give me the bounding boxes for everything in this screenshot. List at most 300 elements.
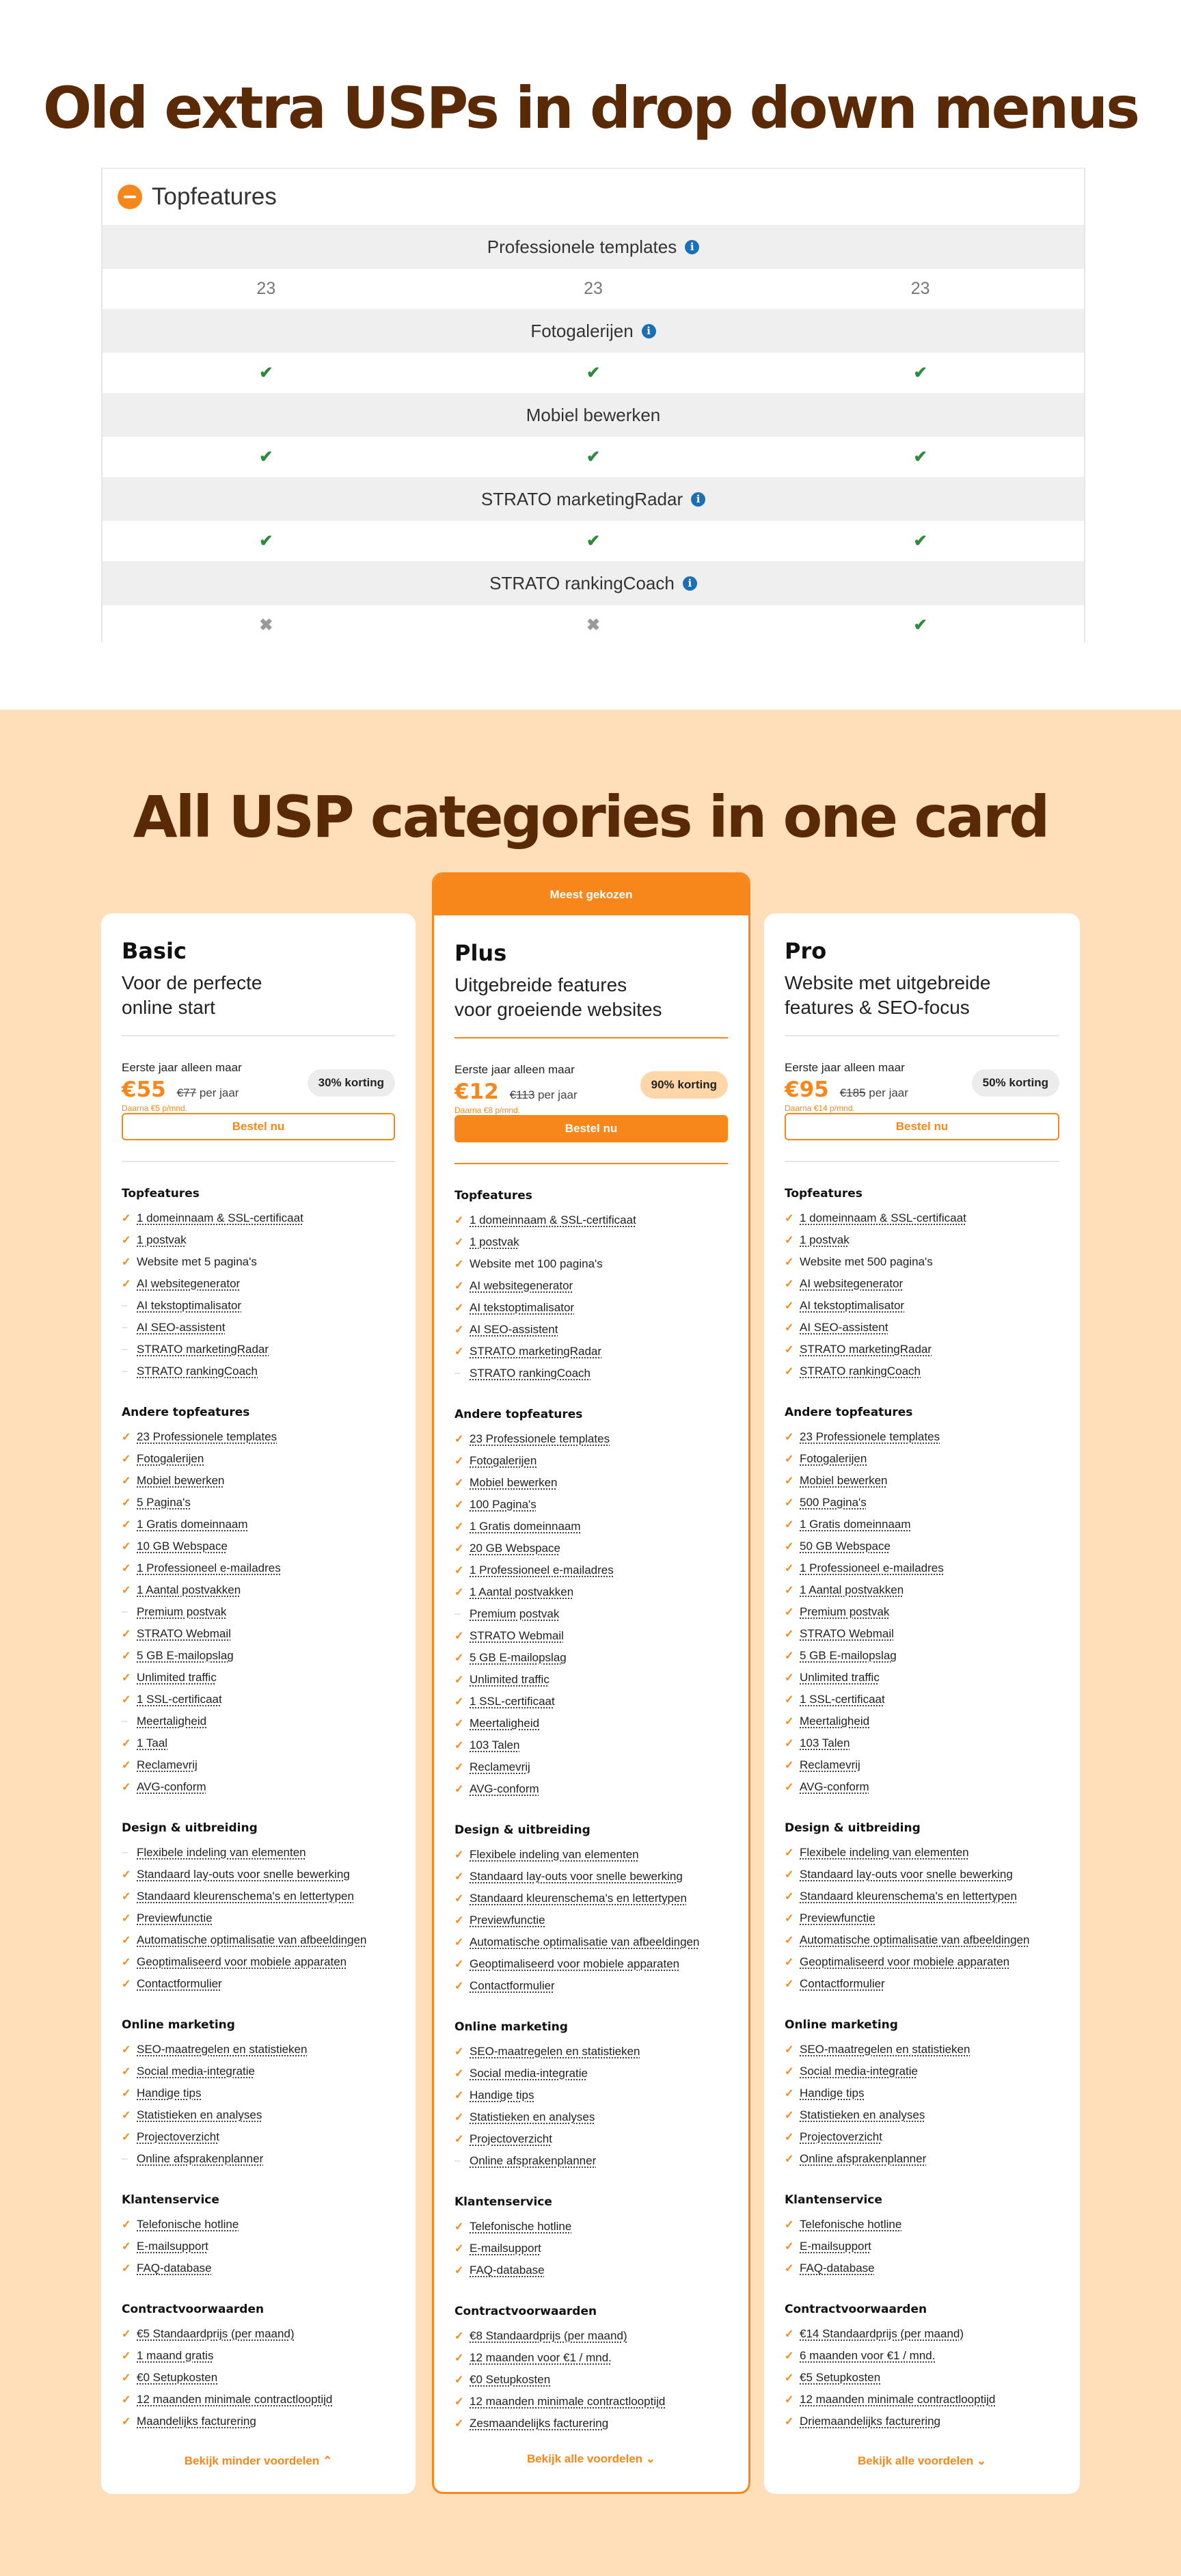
feature-item[interactable] [122, 2411, 395, 2432]
info-icon[interactable]: i [683, 576, 697, 591]
feature-item[interactable] [785, 1557, 1059, 1579]
dash-icon: – [122, 1606, 128, 1618]
feature-section-title: Topfeatures [454, 1189, 532, 1203]
feature-cell [757, 269, 1084, 309]
dash-icon: – [122, 1300, 128, 1311]
feature-label: Automatische optimalisatie van afbeeldingen [470, 1935, 700, 1948]
plan-subtitle [454, 973, 728, 1028]
feature-label: Automatische optimalisatie van afbeeldingen [137, 1933, 367, 1946]
feature-label: Online afsprakenplanner [470, 2154, 597, 2167]
toggle-benefits-link[interactable] [101, 2454, 416, 2468]
most-chosen-banner: Meest gekozen [434, 874, 748, 915]
toggle-benefits-link[interactable] [764, 2454, 1080, 2468]
table-title: Topfeatures [152, 183, 277, 210]
feature-name: Professionele templates [487, 236, 677, 257]
feature-item[interactable] [122, 1864, 395, 1886]
feature-item[interactable] [454, 1669, 728, 1691]
feature-item[interactable] [785, 2214, 1059, 2236]
feature-item[interactable] [454, 2325, 728, 2347]
feature-item[interactable] [122, 2345, 395, 2367]
price-old-suffix: per jaar [196, 1086, 239, 1099]
check-icon: ✓ [454, 1434, 464, 1445]
order-button[interactable]: Bestel nu [785, 1113, 1059, 1140]
check-icon: ✓ [454, 2243, 464, 2255]
feature-section-title: Andere topfeatures [454, 1408, 583, 1421]
price-intro: Eerste jaar alleen maar [454, 1063, 575, 1076]
card-content [764, 938, 1080, 2432]
feature-item[interactable] [122, 1710, 395, 1732]
feature-item[interactable] [454, 1844, 728, 1866]
check-icon: ✓ [785, 1650, 794, 1662]
feature-item[interactable] [122, 1339, 395, 1360]
feature-item[interactable] [454, 1888, 728, 1909]
feature-label: Previewfunctie [137, 1911, 213, 1924]
feature-item[interactable] [785, 1360, 1059, 1382]
feature-label: Maandelijks facturering [137, 2415, 256, 2428]
feature-item[interactable] [122, 1514, 395, 1535]
feature-item[interactable] [122, 1579, 395, 1601]
feature-item[interactable] [454, 1625, 728, 1647]
feature-item[interactable] [122, 1929, 395, 1951]
feature-label: 10 GB Webspace [137, 1540, 228, 1553]
feature-cell [430, 437, 757, 477]
feature-item[interactable] [122, 2061, 395, 2082]
feature-item[interactable] [785, 2236, 1059, 2257]
info-icon[interactable]: i [685, 240, 699, 254]
feature-label: STRATO Webmail [470, 1629, 564, 1642]
feature-item[interactable] [785, 1864, 1059, 1886]
feature-item[interactable] [785, 1448, 1059, 1470]
feature-item[interactable] [122, 1951, 395, 1973]
feature-item[interactable] [122, 2257, 395, 2279]
feature-row-label [103, 561, 1084, 605]
feature-label: Contactformulier [137, 1977, 222, 1990]
feature-item[interactable] [122, 1886, 395, 1907]
feature-item[interactable] [454, 1866, 728, 1888]
feature-item[interactable] [454, 1691, 728, 1713]
check-icon: ✓ [454, 2134, 464, 2145]
feature-item[interactable] [454, 1778, 728, 1800]
check-icon: ✓ [122, 1541, 131, 1553]
feature-item[interactable] [785, 2126, 1059, 2148]
feature-item[interactable] [122, 1317, 395, 1339]
feature-label: Social media-integratie [137, 2065, 255, 2078]
order-button[interactable]: Bestel nu [454, 1115, 728, 1142]
feature-item[interactable] [454, 1363, 728, 1384]
feature-section-title: Klantenservice [454, 2195, 552, 2209]
feature-label: STRATO marketingRadar [800, 1343, 932, 1356]
feature-item[interactable] [785, 1776, 1059, 1798]
check-icon: ✓ [454, 1696, 464, 1708]
check-icon: ✓ [454, 1477, 464, 1489]
feature-label: 12 maanden minimale contractlooptijd [137, 2393, 333, 2406]
feature-item[interactable] [785, 2367, 1059, 2389]
feature-item[interactable] [454, 1209, 728, 1231]
feature-label: STRATO marketingRadar [137, 1343, 269, 1356]
feature-item[interactable] [122, 1689, 395, 1710]
feature-item[interactable] [454, 1297, 728, 1319]
feature-item[interactable] [454, 1428, 728, 1450]
pricing-card-plus [432, 872, 750, 2494]
check-icon: ✓ [785, 1869, 794, 1881]
check-icon: ✓ [785, 2110, 794, 2121]
feature-item[interactable] [122, 1295, 395, 1317]
dash-icon: – [454, 1367, 461, 1379]
feature-cell [103, 605, 430, 645]
feature-item[interactable] [122, 1426, 395, 1448]
feature-cell [103, 521, 430, 561]
feature-item[interactable] [454, 2216, 728, 2238]
feature-item[interactable] [454, 1713, 728, 1734]
feature-item[interactable] [122, 1667, 395, 1689]
feature-item[interactable] [785, 1732, 1059, 1754]
feature-item[interactable] [122, 2323, 395, 2345]
check-icon: ✓ [122, 2110, 131, 2121]
dash-icon: – [122, 1715, 128, 1727]
feature-item[interactable] [122, 2039, 395, 2061]
feature-label: Driemaandelijks facturering [800, 2415, 940, 2428]
feature-label: 50 GB Webspace [800, 1540, 891, 1553]
feature-label: Social media-integratie [470, 2067, 588, 2080]
feature-row-label [103, 477, 1084, 521]
check-icon: ✓ [785, 1694, 794, 1706]
pricing-card-basic [101, 913, 416, 2494]
feature-label: 1 domeinnaam & SSL-certificaat [800, 1211, 966, 1224]
feature-label: Social media-integratie [800, 2065, 918, 2078]
feature-label: €0 Setupkosten [470, 2373, 551, 2386]
feature-item[interactable] [454, 2369, 728, 2391]
feature-item[interactable] [785, 2061, 1059, 2082]
feature-label: Flexibele indeling van elementen [137, 1846, 306, 1859]
feature-item[interactable] [785, 1886, 1059, 1907]
feature-item[interactable] [785, 2345, 1059, 2367]
feature-item[interactable] [454, 1909, 728, 1931]
check-icon: ✓ [122, 1213, 131, 1224]
feature-item[interactable] [454, 2238, 728, 2259]
feature-label: 12 maanden voor €1 / mnd. [470, 2351, 612, 2364]
feature-item[interactable] [122, 1842, 395, 1864]
check-icon: ✓ [122, 2066, 131, 2078]
price-old [840, 1086, 908, 1100]
feature-item[interactable] [785, 1710, 1059, 1732]
feature-item[interactable] [454, 2413, 728, 2434]
feature-item[interactable] [454, 1734, 728, 1756]
feature-label: Telefonische hotline [470, 2220, 572, 2233]
check-icon: ✓ [454, 1937, 464, 1948]
price-intro: Eerste jaar alleen maar [785, 1061, 905, 1074]
feature-value: 23 [256, 279, 276, 298]
table-header-toggle[interactable] [103, 169, 1084, 225]
feature-item[interactable] [785, 1689, 1059, 1710]
check-icon: ✓ [122, 1475, 131, 1487]
feature-item[interactable] [785, 1645, 1059, 1667]
plan-subtitle-line: Uitgebreide features [454, 974, 627, 995]
feature-section-title: Contractvoorwaarden [122, 2303, 264, 2316]
feature-item[interactable] [785, 2082, 1059, 2104]
check-icon: ✓ [122, 1235, 131, 1246]
feature-item[interactable] [122, 2082, 395, 2104]
discount-badge: 50% korting [972, 1069, 1059, 1097]
divider [785, 1161, 1059, 1162]
feature-item [785, 1251, 1059, 1273]
feature-item[interactable] [122, 1645, 395, 1667]
plan-subtitle [122, 971, 395, 1025]
feature-item[interactable] [785, 1514, 1059, 1535]
divider [454, 1163, 728, 1164]
feature-section-title: Design & uitbreiding [122, 1821, 258, 1835]
check-icon: ✓ [454, 2090, 464, 2102]
feature-item[interactable] [122, 1557, 395, 1579]
feature-item[interactable] [785, 2148, 1059, 2170]
check-icon: ✓ [454, 1849, 464, 1861]
feature-label: AI tekstoptimalisator [470, 1301, 575, 1314]
feature-label: Handige tips [137, 2087, 202, 2099]
feature-item[interactable] [454, 2259, 728, 2281]
feature-item[interactable] [785, 1229, 1059, 1251]
feature-item[interactable] [785, 1317, 1059, 1339]
feature-item[interactable] [454, 1975, 728, 1997]
feature-label: 1 domeinnaam & SSL-certificaat [470, 1213, 636, 1226]
feature-item[interactable] [454, 1953, 728, 1975]
check-icon: ✓ [454, 1565, 464, 1577]
feature-item[interactable] [454, 1603, 728, 1625]
feature-item[interactable] [785, 2323, 1059, 2345]
check-icon: ✓ [785, 1519, 794, 1531]
check-icon: ✓ [122, 1760, 131, 1771]
feature-label: 1 Professioneel e-mailadres [470, 1564, 614, 1577]
feature-item[interactable] [454, 1647, 728, 1669]
toggle-benefits-label: Bekijk minder voordelen [184, 2454, 320, 2467]
check-icon: ✔ [913, 532, 927, 550]
check-icon: ✓ [454, 1215, 464, 1226]
feature-item[interactable] [122, 1492, 395, 1514]
check-icon: ✔ [913, 616, 927, 634]
feature-item[interactable] [785, 1601, 1059, 1623]
feature-item[interactable] [454, 1275, 728, 1297]
plan-name: Pro [785, 938, 827, 964]
feature-label: Premium postvak [800, 1605, 890, 1618]
feature-label: Meertaligheid [137, 1715, 207, 1728]
feature-label: €0 Setupkosten [137, 2371, 218, 2384]
feature-item[interactable] [122, 1907, 395, 1929]
feature-item[interactable] [122, 2104, 395, 2126]
feature-section-title: Online marketing [454, 2020, 568, 2034]
toggle-benefits-link[interactable] [434, 2452, 748, 2466]
feature-item[interactable] [454, 2128, 728, 2150]
feature-label: 1 SSL-certificaat [800, 1693, 885, 1706]
feature-label: 1 Aantal postvakken [800, 1583, 904, 1596]
feature-item[interactable] [785, 2104, 1059, 2126]
check-icon: ✓ [122, 1869, 131, 1881]
feature-section-title: Andere topfeatures [785, 1406, 913, 1419]
feature-item[interactable] [122, 1470, 395, 1492]
feature-item[interactable] [122, 2389, 395, 2411]
feature-item[interactable] [785, 1929, 1059, 1951]
feature-label: Handige tips [800, 2087, 865, 2099]
feature-item[interactable] [122, 2148, 395, 2170]
feature-item[interactable] [785, 1535, 1059, 1557]
feature-item[interactable] [454, 1341, 728, 1363]
feature-item[interactable] [454, 1450, 728, 1472]
feature-label: Mobiel bewerken [800, 1474, 888, 1487]
feature-label: Online afsprakenplanner [137, 2152, 264, 2165]
dash-icon: – [454, 1608, 461, 1620]
feature-item[interactable] [122, 2236, 395, 2257]
feature-item[interactable] [122, 1273, 395, 1295]
feature-item[interactable] [122, 1732, 395, 1754]
check-icon: ✓ [785, 1322, 794, 1334]
feature-item[interactable] [122, 1229, 395, 1251]
feature-item[interactable] [785, 1207, 1059, 1229]
feature-label: STRATO Webmail [137, 1627, 231, 1640]
feature-item[interactable] [785, 1623, 1059, 1645]
feature-label: AI SEO-assistent [137, 1321, 226, 1334]
check-icon: ✔ [259, 532, 273, 550]
feature-item[interactable] [454, 2063, 728, 2084]
feature-label: 1 domeinnaam & SSL-certificaat [137, 1211, 303, 1224]
feature-item[interactable] [454, 1472, 728, 1494]
feature-item[interactable] [785, 2257, 1059, 2279]
feature-label: Mobiel bewerken [137, 1474, 225, 1487]
feature-item[interactable] [785, 1973, 1059, 1995]
price-current: €95 [785, 1077, 829, 1102]
feature-item[interactable] [122, 1535, 395, 1557]
feature-label: STRATO marketingRadar [470, 1345, 602, 1358]
feature-item[interactable] [122, 1754, 395, 1776]
feature-label: SEO-maatregelen en statistieken [800, 2043, 970, 2056]
check-icon: ✓ [785, 1935, 794, 1946]
feature-label: 500 Pagina's [800, 1496, 867, 1509]
check-icon: ✓ [122, 1519, 131, 1531]
feature-item[interactable] [785, 1951, 1059, 1973]
check-icon: ✔ [259, 448, 273, 466]
plan-name: Plus [454, 940, 507, 966]
feature-item[interactable] [785, 1492, 1059, 1514]
check-icon: ✓ [785, 1432, 794, 1443]
feature-section-title: Online marketing [785, 2018, 898, 2032]
feature-item[interactable] [454, 2084, 728, 2106]
feature-item[interactable] [122, 1360, 395, 1382]
feature-item[interactable] [785, 1842, 1059, 1864]
feature-item[interactable] [785, 2411, 1059, 2432]
info-icon[interactable]: i [691, 492, 705, 507]
check-icon: ✓ [454, 1237, 464, 1248]
feature-label: 103 Talen [800, 1736, 850, 1749]
feature-label: Telefonische hotline [800, 2218, 902, 2231]
card-content [101, 938, 416, 2432]
feature-label: AI tekstoptimalisator [800, 1299, 905, 1312]
feature-section-title: Topfeatures [785, 1187, 863, 1200]
feature-item[interactable] [122, 1973, 395, 1995]
feature-item[interactable] [454, 1516, 728, 1538]
check-icon: ✓ [785, 1891, 794, 1903]
price-old-suffix: per jaar [865, 1086, 908, 1099]
feature-item[interactable] [454, 1494, 728, 1516]
feature-label: Flexibele indeling van elementen [800, 1846, 969, 1859]
feature-item[interactable] [785, 1754, 1059, 1776]
feature-label: AI SEO-assistent [470, 1323, 558, 1336]
check-icon: ✓ [122, 1738, 131, 1749]
feature-cell [103, 437, 430, 477]
collapse-minus-icon[interactable] [118, 185, 142, 209]
feature-item[interactable] [454, 1319, 728, 1341]
feature-label: AI SEO-assistent [800, 1321, 888, 1334]
feature-item[interactable] [785, 1579, 1059, 1601]
feature-item[interactable] [122, 1601, 395, 1623]
feature-item[interactable] [454, 1231, 728, 1253]
feature-item[interactable] [454, 2347, 728, 2369]
price-old-strike: €77 [176, 1086, 197, 1099]
check-icon: ✓ [122, 1257, 131, 1268]
feature-item[interactable] [454, 1581, 728, 1603]
check-icon: ✓ [454, 1784, 464, 1795]
feature-item[interactable] [122, 1448, 395, 1470]
check-icon: ✓ [454, 1499, 464, 1511]
plan-subtitle-line: voor groeiende websites [454, 999, 662, 1020]
feature-item[interactable] [454, 2041, 728, 2063]
check-icon: ✓ [122, 1672, 131, 1684]
feature-item[interactable] [122, 2126, 395, 2148]
cross-icon: ✖ [259, 616, 273, 634]
feature-item[interactable] [122, 2367, 395, 2389]
feature-item[interactable] [454, 1559, 728, 1581]
feature-item[interactable] [454, 2391, 728, 2413]
feature-item[interactable] [454, 1931, 728, 1953]
feature-label: Unlimited traffic [800, 1671, 880, 1684]
info-icon[interactable]: i [642, 324, 656, 338]
check-icon: ✓ [785, 2044, 794, 2056]
feature-item[interactable] [785, 1907, 1059, 1929]
plan-subtitle-line: online start [122, 997, 215, 1018]
feature-section-title: Klantenservice [785, 2193, 882, 2207]
dash-icon: – [122, 1847, 128, 1858]
feature-label: E-mailsupport [800, 2240, 871, 2253]
discount-badge: 90% korting [640, 1071, 728, 1099]
feature-item[interactable] [785, 2389, 1059, 2411]
feature-label: 5 GB E-mailopslag [137, 1649, 234, 1662]
feature-cell [757, 353, 1084, 393]
feature-item[interactable] [454, 2106, 728, 2128]
feature-label: 23 Professionele templates [470, 1432, 610, 1445]
feature-item[interactable] [785, 2039, 1059, 2061]
feature-item[interactable] [785, 1426, 1059, 1448]
feature-label: Online afsprakenplanner [800, 2152, 927, 2165]
feature-label: Statistieken en analyses [470, 2110, 595, 2123]
feature-item[interactable] [785, 1470, 1059, 1492]
feature-item[interactable] [122, 1207, 395, 1229]
feature-item[interactable] [785, 1295, 1059, 1317]
feature-item[interactable] [122, 2214, 395, 2236]
feature-label: Handige tips [470, 2089, 534, 2102]
feature-item [122, 1251, 395, 1273]
feature-item[interactable] [454, 1538, 728, 1559]
feature-label: €8 Standaardprijs (per maand) [470, 2329, 627, 2342]
feature-item[interactable] [785, 1667, 1059, 1689]
order-button[interactable]: Bestel nu [122, 1113, 395, 1140]
feature-cell [430, 269, 757, 309]
feature-item[interactable] [122, 1776, 395, 1798]
card-content [434, 940, 748, 2434]
feature-item[interactable] [454, 2150, 728, 2172]
feature-item[interactable] [122, 1623, 395, 1645]
feature-item[interactable] [785, 1273, 1059, 1295]
feature-label: STRATO rankingCoach [137, 1365, 258, 1378]
feature-item[interactable] [785, 1339, 1059, 1360]
price-current: €12 [454, 1079, 499, 1104]
feature-item[interactable] [454, 1756, 728, 1778]
check-icon: ✓ [122, 1628, 131, 1640]
feature-row-label [103, 309, 1084, 353]
